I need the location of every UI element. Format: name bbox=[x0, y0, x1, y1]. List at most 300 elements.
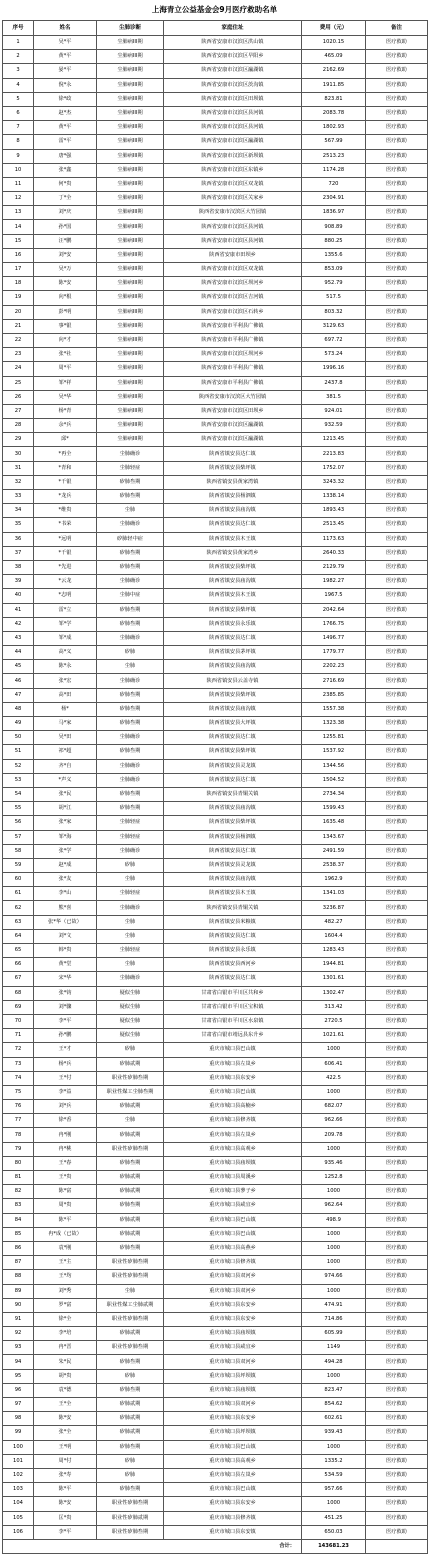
cost-value: 2042.64 bbox=[302, 603, 366, 617]
row-number: 69 bbox=[3, 1000, 34, 1014]
patient-name: 邹*祥 bbox=[34, 376, 97, 390]
home-address: 陕西省安康市汉滨区瀛湖镇 bbox=[164, 433, 302, 447]
row-number: 96 bbox=[3, 1383, 34, 1397]
diagnosis: 尘肺确诊 bbox=[97, 575, 164, 589]
diagnosis: 尘肺病III期 bbox=[97, 362, 164, 376]
diagnosis: 尘肺病III期 bbox=[97, 433, 164, 447]
cost-value: 924.01 bbox=[302, 404, 366, 418]
patient-name: 雷*平 bbox=[34, 135, 97, 149]
cost-value: 1338.14 bbox=[302, 490, 366, 504]
diagnosis: 矽肺叁期 bbox=[97, 1156, 164, 1170]
remark: 医疗救助 bbox=[366, 1284, 428, 1298]
cost-value: 474.91 bbox=[302, 1298, 366, 1312]
patient-name: 杨*兵 bbox=[34, 1057, 97, 1071]
remark: 医疗救助 bbox=[366, 915, 428, 929]
row-number: 11 bbox=[3, 177, 34, 191]
diagnosis: 尘肺确诊 bbox=[97, 631, 164, 645]
row-number: 7 bbox=[3, 121, 34, 135]
row-number: 40 bbox=[3, 589, 34, 603]
table-row bbox=[3, 915, 428, 929]
patient-name: 吴*田 bbox=[34, 731, 97, 745]
diagnosis: 尘肺病III期 bbox=[97, 319, 164, 333]
remark: 医疗救助 bbox=[366, 1000, 428, 1014]
row-number: 58 bbox=[3, 844, 34, 858]
table-row bbox=[3, 504, 428, 518]
row-number: 105 bbox=[3, 1511, 34, 1525]
row-number: 83 bbox=[3, 1199, 34, 1213]
table-row bbox=[3, 1468, 428, 1482]
cost-value: 1893.43 bbox=[302, 504, 366, 518]
remark: 医疗救助 bbox=[366, 192, 428, 206]
patient-name: 杨*青 bbox=[34, 404, 97, 418]
row-number: 73 bbox=[3, 1057, 34, 1071]
cost-value: 1355.6 bbox=[302, 248, 366, 262]
patient-name: 冉*刚 bbox=[34, 1128, 97, 1142]
remark: 医疗救助 bbox=[366, 986, 428, 1000]
home-address: 重庆市城口县东安乡 bbox=[164, 1412, 302, 1426]
table-row bbox=[3, 646, 428, 660]
cost-value: 606.41 bbox=[302, 1057, 366, 1071]
home-address: 甘肃省白银市靖远县东升乡 bbox=[164, 1029, 302, 1043]
home-address: 陕西省镇安县永乐镇 bbox=[164, 944, 302, 958]
cost-value: 1000 bbox=[302, 1369, 366, 1383]
diagnosis: 矽肺叁期 bbox=[97, 688, 164, 702]
patient-name: 冉*桃 bbox=[34, 1142, 97, 1156]
diagnosis: 矽肺贰期 bbox=[97, 1128, 164, 1142]
patient-name: 孙*国 bbox=[34, 220, 97, 234]
home-address: 重庆市城口县咸宜乡 bbox=[164, 1199, 302, 1213]
table-row bbox=[3, 958, 428, 972]
diagnosis: 矽肺贰期 bbox=[97, 1100, 164, 1114]
remark: 医疗救助 bbox=[366, 1043, 428, 1057]
home-address: 陕西省镇安县庙沟镇 bbox=[164, 702, 302, 716]
remark: 医疗救助 bbox=[366, 135, 428, 149]
home-address: 陕西省安康市汉滨区田坝镇 bbox=[164, 92, 302, 106]
table-row bbox=[3, 858, 428, 872]
row-number: 61 bbox=[3, 887, 34, 901]
cost-value: 1000 bbox=[302, 1142, 366, 1156]
row-number: 65 bbox=[3, 944, 34, 958]
home-address: 陕西省安康市汉滨区茨沟镇 bbox=[164, 78, 302, 92]
diagnosis: 尘肺 bbox=[97, 958, 164, 972]
home-address: 陕西省镇安县庙沟镇 bbox=[164, 660, 302, 674]
cost-value: 313.42 bbox=[302, 1000, 366, 1014]
row-number: 35 bbox=[3, 518, 34, 532]
table-row bbox=[3, 688, 428, 702]
remark: 医疗救助 bbox=[366, 1156, 428, 1170]
home-address: 陕西省镇安县米粮镇 bbox=[164, 915, 302, 929]
patient-name: 向*根 bbox=[34, 291, 97, 305]
home-address: 陕西省镇安县柴坪镇 bbox=[164, 745, 302, 759]
remark: 医疗救助 bbox=[366, 78, 428, 92]
row-number: 62 bbox=[3, 901, 34, 915]
home-address: 陕西省镇安县柴坪镇 bbox=[164, 560, 302, 574]
home-address: 陕西省镇安县达仁镇 bbox=[164, 972, 302, 986]
home-address: 陕西省镇安县灵龙镇 bbox=[164, 759, 302, 773]
table-row bbox=[3, 1383, 428, 1397]
cost-value: 1344.56 bbox=[302, 759, 366, 773]
remark: 医疗救助 bbox=[366, 901, 428, 915]
home-address: 重庆市城口县巴山镇 bbox=[164, 1227, 302, 1241]
cost-value: 451.25 bbox=[302, 1511, 366, 1525]
cost-value: 1000 bbox=[302, 1440, 366, 1454]
diagnosis: 尘肺病III期 bbox=[97, 36, 164, 50]
home-address: 陕西省镇安县木王镇 bbox=[164, 532, 302, 546]
diagnosis: 尘肺病III期 bbox=[97, 135, 164, 149]
patient-name: 马*家 bbox=[34, 717, 97, 731]
patient-name: 丁*全 bbox=[34, 192, 97, 206]
patient-name: *志明 bbox=[34, 589, 97, 603]
cost-value: 1962.9 bbox=[302, 873, 366, 887]
table-row bbox=[3, 1057, 428, 1071]
remark: 医疗救助 bbox=[366, 1227, 428, 1241]
row-number: 38 bbox=[3, 560, 34, 574]
table-row bbox=[3, 1327, 428, 1341]
patient-name: 晏*平 bbox=[34, 64, 97, 78]
row-number: 25 bbox=[3, 376, 34, 390]
remark: 医疗救助 bbox=[366, 319, 428, 333]
patient-name: 吴*万 bbox=[34, 263, 97, 277]
row-number: 72 bbox=[3, 1043, 34, 1057]
remark: 医疗救助 bbox=[366, 1341, 428, 1355]
remark: 医疗救助 bbox=[366, 1270, 428, 1284]
remark: 医疗救助 bbox=[366, 263, 428, 277]
remark: 医疗救助 bbox=[366, 1014, 428, 1028]
row-number: 68 bbox=[3, 986, 34, 1000]
remark: 医疗救助 bbox=[366, 490, 428, 504]
home-address: 陕西省镇安县黄家湾镇 bbox=[164, 475, 302, 489]
diagnosis: 尘肺病III期 bbox=[97, 390, 164, 404]
remark: 医疗救助 bbox=[366, 1142, 428, 1156]
table-row bbox=[3, 490, 428, 504]
home-address: 陕西省安康市平利县广佛镇 bbox=[164, 362, 302, 376]
header-cell: 序号 bbox=[3, 21, 34, 36]
cost-value: 1000 bbox=[302, 1256, 366, 1270]
diagnosis: 矽肺贰期 bbox=[97, 1327, 164, 1341]
table-row bbox=[3, 532, 428, 546]
home-address: 重庆市城口县巴山镇 bbox=[164, 1043, 302, 1057]
patient-name: 王*主 bbox=[34, 1256, 97, 1270]
row-number: 66 bbox=[3, 958, 34, 972]
cost-value: 1020.15 bbox=[302, 36, 366, 50]
patient-name: 王*明 bbox=[34, 1440, 97, 1454]
table-row bbox=[3, 887, 428, 901]
cost-value: 952.79 bbox=[302, 277, 366, 291]
remark: 医疗救助 bbox=[366, 419, 428, 433]
remark: 医疗救助 bbox=[366, 1057, 428, 1071]
home-address: 陕西省镇安县达仁镇 bbox=[164, 447, 302, 461]
table-row bbox=[3, 234, 428, 248]
remark: 医疗救助 bbox=[366, 1241, 428, 1255]
row-number: 77 bbox=[3, 1114, 34, 1128]
remark: 医疗救助 bbox=[366, 362, 428, 376]
diagnosis: 矽肺 bbox=[97, 858, 164, 872]
patient-name: 熊*喜 bbox=[34, 901, 97, 915]
home-address: 重庆市城口县巴山镇 bbox=[164, 1440, 302, 1454]
row-number: 67 bbox=[3, 972, 34, 986]
cost-value: 1967.5 bbox=[302, 589, 366, 603]
table-row bbox=[3, 731, 428, 745]
table-row bbox=[3, 589, 428, 603]
table-body bbox=[3, 36, 428, 1540]
remark: 医疗救助 bbox=[366, 1185, 428, 1199]
diagnosis: 职业性矽肺叁期 bbox=[97, 1525, 164, 1539]
diagnosis: 尘肺轻症 bbox=[97, 944, 164, 958]
home-address: 重庆市城口县东安乡 bbox=[164, 1298, 302, 1312]
patient-name: 陈*安 bbox=[34, 277, 97, 291]
diagnosis: 职业性矽肺叁期 bbox=[97, 1142, 164, 1156]
patient-name: 袁*刚 bbox=[34, 1241, 97, 1255]
table-row bbox=[3, 1142, 428, 1156]
patient-name: 杨* bbox=[34, 702, 97, 716]
table-row bbox=[3, 1071, 428, 1085]
row-number: 27 bbox=[3, 404, 34, 418]
remark: 医疗救助 bbox=[366, 1355, 428, 1369]
cost-value: 498.9 bbox=[302, 1213, 366, 1227]
table-row bbox=[3, 277, 428, 291]
remark: 医疗救助 bbox=[366, 1298, 428, 1312]
cost-value: 974.66 bbox=[302, 1270, 366, 1284]
home-address: 重庆市城口县东安乡 bbox=[164, 1497, 302, 1511]
remark: 医疗救助 bbox=[366, 348, 428, 362]
remark: 医疗救助 bbox=[366, 177, 428, 191]
cost-value: 1504.52 bbox=[302, 773, 366, 787]
cost-value: 1944.81 bbox=[302, 958, 366, 972]
home-address: 重庆市城口县高观乡 bbox=[164, 1454, 302, 1468]
remark: 医疗救助 bbox=[366, 1525, 428, 1539]
table-row bbox=[3, 206, 428, 220]
table-row bbox=[3, 1412, 428, 1426]
diagnosis: 职业性煤工尘肺叁期 bbox=[97, 1085, 164, 1099]
cost-value: 1283.43 bbox=[302, 944, 366, 958]
cost-value: 650.03 bbox=[302, 1525, 366, 1539]
total-empty-cell bbox=[366, 1539, 428, 1553]
patient-name: 陈*平 bbox=[34, 1483, 97, 1497]
table-row bbox=[3, 1100, 428, 1114]
table-row bbox=[3, 1454, 428, 1468]
cost-value: 1000 bbox=[302, 1241, 366, 1255]
table-row bbox=[3, 333, 428, 347]
diagnosis: 尘肺病III期 bbox=[97, 419, 164, 433]
patient-name: 匡*贵 bbox=[34, 1511, 97, 1525]
table-row bbox=[3, 376, 428, 390]
home-address: 陕西省安康市汉滨区石转乡 bbox=[164, 305, 302, 319]
remark: 医疗救助 bbox=[366, 1497, 428, 1511]
remark: 医疗救助 bbox=[366, 461, 428, 475]
patient-name: 刘*兵 bbox=[34, 1100, 97, 1114]
table-row bbox=[3, 348, 428, 362]
patient-name: 邹*成 bbox=[34, 631, 97, 645]
row-number: 64 bbox=[3, 929, 34, 943]
patient-name: 李*益 bbox=[34, 1085, 97, 1099]
home-address: 陕西省镇安县木王镇 bbox=[164, 589, 302, 603]
diagnosis: 尘肺病III期 bbox=[97, 348, 164, 362]
remark: 医疗救助 bbox=[366, 617, 428, 631]
row-number: 17 bbox=[3, 263, 34, 277]
cost-value: 697.72 bbox=[302, 333, 366, 347]
cost-value: 3243.32 bbox=[302, 475, 366, 489]
table-row bbox=[3, 1241, 428, 1255]
diagnosis: 尘肺病III期 bbox=[97, 149, 164, 163]
table-row bbox=[3, 901, 428, 915]
home-address: 陕西省安康市汉滨区东镇乡 bbox=[164, 163, 302, 177]
home-address: 陕西省镇安县达仁镇 bbox=[164, 518, 302, 532]
table-row bbox=[3, 1029, 428, 1043]
remark: 医疗救助 bbox=[366, 149, 428, 163]
table-row bbox=[3, 1312, 428, 1326]
diagnosis: 矽肺贰期 bbox=[97, 1185, 164, 1199]
home-address: 甘肃省白银市平川区宝积镇 bbox=[164, 1000, 302, 1014]
patient-name: 倪*永 bbox=[34, 78, 97, 92]
diagnosis: 矽肺叁期 bbox=[97, 787, 164, 801]
patient-name: 罗*富 bbox=[34, 1298, 97, 1312]
diagnosis: 尘肺病III期 bbox=[97, 234, 164, 248]
home-address: 重庆市城口县周溪乡 bbox=[164, 1171, 302, 1185]
patient-name: 徐*政 bbox=[34, 92, 97, 106]
cost-value: 1301.61 bbox=[302, 972, 366, 986]
cost-value: 1323.38 bbox=[302, 717, 366, 731]
cost-value: 2716.69 bbox=[302, 674, 366, 688]
row-number: 53 bbox=[3, 773, 34, 787]
home-address: 陕西省镇安县茅坪镇 bbox=[164, 646, 302, 660]
home-address: 重庆市城口县巴山镇 bbox=[164, 1483, 302, 1497]
remark: 医疗救助 bbox=[366, 390, 428, 404]
cost-value: 1779.77 bbox=[302, 646, 366, 660]
row-number: 94 bbox=[3, 1355, 34, 1369]
home-address: 陕西省镇安县庙沟镇 bbox=[164, 504, 302, 518]
patient-name: 李*平 bbox=[34, 1014, 97, 1028]
cost-value: 803.32 bbox=[302, 305, 366, 319]
home-address: 重庆市城口县东安乡 bbox=[164, 1071, 302, 1085]
diagnosis: 矽肺轻中症 bbox=[97, 532, 164, 546]
table-row bbox=[3, 830, 428, 844]
patient-name: 冉*成（已故） bbox=[34, 1227, 97, 1241]
cost-value: 1599.43 bbox=[302, 802, 366, 816]
remark: 医疗救助 bbox=[366, 929, 428, 943]
home-address: 重庆市城口县庙坝镇 bbox=[164, 1156, 302, 1170]
remark: 医疗救助 bbox=[366, 1426, 428, 1440]
patient-name: 陈*永 bbox=[34, 660, 97, 674]
patient-name: 刘*秀 bbox=[34, 1284, 97, 1298]
table-row bbox=[3, 121, 428, 135]
patient-name: 齐*自 bbox=[34, 759, 97, 773]
row-number: 78 bbox=[3, 1128, 34, 1142]
row-number: 59 bbox=[3, 858, 34, 872]
total-label: 合计： bbox=[3, 1539, 302, 1553]
table-row bbox=[3, 816, 428, 830]
home-address: 陕西省安康市汉滨区田坝乡 bbox=[164, 404, 302, 418]
home-address: 陕西省安康市汉滨区县河镇 bbox=[164, 234, 302, 248]
cost-value: 1173.63 bbox=[302, 532, 366, 546]
remark: 医疗救助 bbox=[366, 291, 428, 305]
diagnosis: 矽肺叁期 bbox=[97, 1383, 164, 1397]
cost-value: 1213.45 bbox=[302, 433, 366, 447]
table-row bbox=[3, 248, 428, 262]
diagnosis: 尘肺病III期 bbox=[97, 333, 164, 347]
cost-value: 1000 bbox=[302, 1043, 366, 1057]
row-number: 16 bbox=[3, 248, 34, 262]
table-row bbox=[3, 305, 428, 319]
table-row bbox=[3, 1341, 428, 1355]
home-address: 陕西省镇安县达仁镇 bbox=[164, 731, 302, 745]
table-row bbox=[3, 1270, 428, 1284]
remark: 医疗救助 bbox=[366, 163, 428, 177]
row-number: 76 bbox=[3, 1100, 34, 1114]
table-row bbox=[3, 773, 428, 787]
diagnosis: 矽肺 bbox=[97, 1043, 164, 1057]
row-number: 85 bbox=[3, 1227, 34, 1241]
remark: 医疗救助 bbox=[366, 36, 428, 50]
cost-value: 908.89 bbox=[302, 220, 366, 234]
diagnosis: 矽肺叁期 bbox=[97, 1199, 164, 1213]
cost-value: 1255.81 bbox=[302, 731, 366, 745]
remark: 医疗救助 bbox=[366, 1171, 428, 1185]
table-row bbox=[3, 1426, 428, 1440]
table-row bbox=[3, 787, 428, 801]
header-cell: 备注 bbox=[366, 21, 428, 36]
diagnosis: 尘肺病III期 bbox=[97, 376, 164, 390]
remark: 医疗救助 bbox=[366, 631, 428, 645]
home-address: 陕西省安康市平利县广佛镇 bbox=[164, 319, 302, 333]
cost-value: 957.66 bbox=[302, 1483, 366, 1497]
table-row bbox=[3, 177, 428, 191]
table-row bbox=[3, 1355, 428, 1369]
remark: 医疗救助 bbox=[366, 1468, 428, 1482]
cost-value: 2538.37 bbox=[302, 858, 366, 872]
row-number: 45 bbox=[3, 660, 34, 674]
home-address: 陕西省安康市汉滨区新坝镇 bbox=[164, 149, 302, 163]
patient-name: 事*银 bbox=[34, 319, 97, 333]
remark: 医疗救助 bbox=[366, 1213, 428, 1227]
remark: 医疗救助 bbox=[366, 1085, 428, 1099]
cost-value: 880.25 bbox=[302, 234, 366, 248]
row-number: 46 bbox=[3, 674, 34, 688]
diagnosis: 尘肺 bbox=[97, 915, 164, 929]
diagnosis: 尘肺病III期 bbox=[97, 404, 164, 418]
cost-value: 1302.47 bbox=[302, 986, 366, 1000]
patient-name: 赵*成 bbox=[34, 858, 97, 872]
table-row bbox=[3, 1114, 428, 1128]
table-row bbox=[3, 660, 428, 674]
row-number: 39 bbox=[3, 575, 34, 589]
diagnosis: 尘肺 bbox=[97, 504, 164, 518]
home-address: 重庆市城口县双河乡 bbox=[164, 1398, 302, 1412]
home-address: 陕西省安康市汉滨区县河镇 bbox=[164, 106, 302, 120]
diagnosis: 尘肺病III期 bbox=[97, 78, 164, 92]
cost-value: 1000 bbox=[302, 1185, 366, 1199]
row-number: 71 bbox=[3, 1029, 34, 1043]
home-address: 陕西省镇安县杨泗镇 bbox=[164, 830, 302, 844]
row-number: 93 bbox=[3, 1341, 34, 1355]
row-number: 48 bbox=[3, 702, 34, 716]
table-row bbox=[3, 1525, 428, 1539]
diagnosis: 尘肺病III期 bbox=[97, 220, 164, 234]
diagnosis: 矽肺叁期 bbox=[97, 490, 164, 504]
diagnosis: 尘肺 bbox=[97, 660, 164, 674]
patient-name: 高*义 bbox=[34, 646, 97, 660]
home-address: 重庆市城口县左岚乡 bbox=[164, 1468, 302, 1482]
cost-value: 3129.63 bbox=[302, 319, 366, 333]
diagnosis: 尘肺 bbox=[97, 1284, 164, 1298]
patient-name: *青和 bbox=[34, 461, 97, 475]
remark: 医疗救助 bbox=[366, 234, 428, 248]
cost-value: 573.24 bbox=[302, 348, 366, 362]
cost-value: 1496.77 bbox=[302, 631, 366, 645]
table-row bbox=[3, 745, 428, 759]
remark: 医疗救助 bbox=[366, 773, 428, 787]
cost-value: 3236.87 bbox=[302, 901, 366, 915]
remark: 医疗救助 bbox=[366, 731, 428, 745]
